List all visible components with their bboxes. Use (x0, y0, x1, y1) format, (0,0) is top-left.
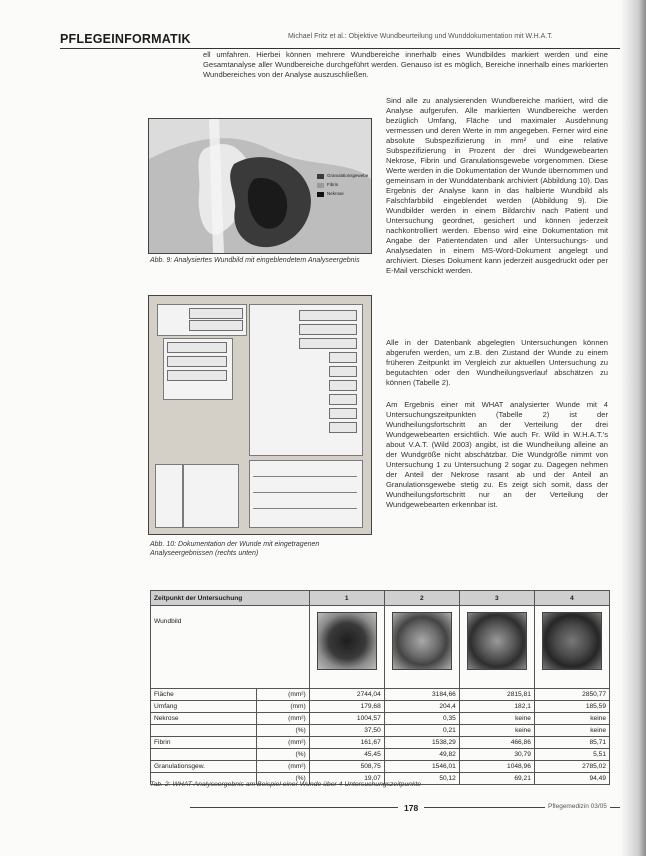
table-cell: keine (459, 713, 534, 725)
table-row (151, 701, 610, 713)
table-cell: 1546,01 (384, 761, 459, 773)
figure-9-caption: Abb. 9: Analysiertes Wundbild mit eingeblendetem Analyseergebnis (150, 257, 360, 264)
table-cell: 3184,66 (384, 689, 459, 701)
app-field (299, 338, 357, 349)
table-2-caption: Tab. 2: WHAT-Analyseergebnis am Beispiel einer Wunde über 4 Untersuchungszeitpunkte (150, 781, 422, 788)
table-row (151, 737, 610, 749)
wound-software-window (149, 296, 371, 534)
table-cell: 45,45 (309, 749, 384, 761)
app-divider (253, 508, 357, 509)
app-field (189, 308, 243, 319)
table-cell: 204,4 (384, 701, 459, 713)
table-cell: 69,21 (459, 773, 534, 785)
app-divider (253, 492, 357, 493)
article-right-column-lower (386, 338, 608, 520)
row-unit: (mm²) (257, 689, 310, 701)
table-cell: 19,07 (309, 773, 384, 785)
row-unit: (mm²) (257, 737, 310, 749)
intro-text: ell umfahren. Hierbei können mehrere Wundbereiche innerhalb eines Wundbildes markiert werden und eine Gesamtanalyse aller Wundbereiche durchgeführt werden. Genauso ist es möglich, Bereiche innerhalb eines markierten Wundbereiches von der Analyse auszuschließen. (203, 50, 608, 79)
table-cell: 50,12 (384, 773, 459, 785)
header-rule (60, 48, 620, 49)
app-field (329, 394, 357, 405)
article-right-column (386, 96, 608, 286)
app-divider (253, 476, 357, 477)
app-field (189, 320, 243, 331)
app-list-row (167, 356, 227, 367)
legend-swatch-fibrin (317, 183, 324, 188)
wound-thumbnail-2 (392, 612, 452, 670)
wound-thumbnail-cell (459, 606, 534, 689)
table-cell: 37,50 (309, 725, 384, 737)
figure-10-caption: Abb. 10: Dokumentation der Wunde mit eingetragenen Analyseergebnissen (rechts unten) (150, 541, 320, 557)
table-row (151, 749, 610, 761)
page-edge-shadow (620, 0, 646, 856)
right-paragraph-1: Sind alle zu analysierenden Wundbereiche markiert, wird die Analyse aufgerufen. Alle markierten Wundbereiche werden bezüglich Umfang, Fläche und maximaler Ausdehnung vermessen und deren Werte in mm angegeben. Ferner wird eine absolute Subspezifizierung in mm² und eine relative Subspezifizierung in Prozent der drei Wundgewebearten Nekrose, Fibrin und Granulationsgewebe vorgenommen. Diese Werte werden in die Dokumentation der Wunde übernommen und gemeinsam in der Wunddatenbank archiviert (Abbildung 10). Das Ergebnis der Analyse kann in das halbierte Wundbild als Falschfarbbild eingeblendet werden (Abbildung 9). Die Wundbilder werden in einem Bildarchiv nach Patient und Untersuchung geordnet, gesichert und können jederzeit nachkontrolliert werden. Ebenso wird eine Dokumentation mit Angabe der Patientendaten und aller Untersuchungs- und Analysedaten in einem MS-Word-Dokument angelegt und archiviert. Dieses Dokument kann jederzeit ausgedruckt oder per E-Mail verschickt werden. (386, 96, 608, 275)
what-results-table (150, 590, 610, 785)
app-field (329, 352, 357, 363)
right-paragraph-2: Alle in der Datenbank abgelegten Untersuchungen können abgerufen werden, um z.B. den Zustand der Wunde zu einem früheren Zeitpunkt im Vergleich zur aktuellen Untersuchung zu begutachten oder den Wundheilungsverlauf abschätzen zu können (Tabelle 2). (386, 338, 608, 387)
table-column-3: 3 (459, 591, 534, 606)
app-field (329, 380, 357, 391)
table-cell: 466,86 (459, 737, 534, 749)
table-cell: 2744,04 (309, 689, 384, 701)
row-unit: (mm) (257, 701, 310, 713)
row-label: Granulationsgew. (151, 761, 257, 773)
app-field (329, 408, 357, 419)
table-cell: 2850,77 (534, 689, 609, 701)
row-label: Fibrin (151, 737, 257, 749)
table-cell: 30,79 (459, 749, 534, 761)
table-cell: 2815,81 (459, 689, 534, 701)
row-label: Nekrose (151, 713, 257, 725)
row-label: Umfang (151, 701, 257, 713)
table-row (151, 725, 610, 737)
wound-image-panel-center (183, 464, 239, 528)
app-field (329, 422, 357, 433)
legend-label-necrosis: Nekrose (327, 191, 344, 196)
table-column-4: 4 (534, 591, 609, 606)
table-column-1: 1 (309, 591, 384, 606)
figure-10-documentation-screenshot (148, 295, 372, 535)
row-label (151, 725, 257, 737)
page-number: 178 (398, 803, 424, 813)
wound-thumbnail-3 (467, 612, 527, 670)
table-column-2: 2 (384, 591, 459, 606)
app-list-row (167, 370, 227, 381)
table-cell: 161,67 (309, 737, 384, 749)
table-row (151, 713, 610, 725)
row-unit: (%) (257, 749, 310, 761)
journal-issue: Pflegemedizin 03/05 (545, 803, 610, 810)
article-intro-paragraph (203, 50, 608, 90)
row-unit: (%) (257, 725, 310, 737)
wound-thumbnail-1 (317, 612, 377, 670)
table-cell: 2785,02 (534, 761, 609, 773)
right-paragraph-3: Am Ergebnis einer mit WHAT analysierter Wunde mit 4 Untersuchungszeitpunkten (Tabelle 2) ist der Wundheilungsfortschritt an der Verteilung der drei Wundgewebearten ersichtlich. Wie auch Fr. Wild in W.H.A.T.'s about V.A.T. (Wild 2003) angibt, ist die Wundheilung alleine an der Wundgröße nicht abschätzbar. Die Wundgröße nimmt von Untersuchung 1 zu Untersuchung 2 sogar zu. Dagegen nehmen der Anteil der Nekrose rasant ab und der Anteil an Granulationsgewebe stetig zu. Es zeigt sich somit, dass der Wundheilungsfortschritt nur an der Verteilung der Wundgewebearten erkennbar ist. (386, 400, 608, 509)
table-cell: keine (534, 725, 609, 737)
wound-thumbnail-cell (309, 606, 384, 689)
table-cell: 1004,57 (309, 713, 384, 725)
table-cell: 508,75 (309, 761, 384, 773)
app-field (299, 324, 357, 335)
table-cell: 5,51 (534, 749, 609, 761)
app-field (329, 366, 357, 377)
legend-label-fibrin: Fibrin (327, 182, 339, 187)
analysis-results-panel (249, 460, 363, 528)
legend-label-granulation: Granulationsgewebe (327, 173, 369, 178)
table-cell: 0,21 (384, 725, 459, 737)
figure-9-wound-image (148, 118, 372, 254)
image-row-label: Wundbild (151, 606, 310, 689)
running-head: Michael Fritz et al.: Objektive Wundbeurteilung und Wunddokumentation mit W.H.A.T. (288, 33, 553, 40)
table-body (151, 689, 610, 785)
table-row (151, 689, 610, 701)
table-cell: 85,71 (534, 737, 609, 749)
table-header-label: Zeitpunkt der Untersuchung (151, 591, 310, 606)
table-cell: 185,59 (534, 701, 609, 713)
table-cell: 1538,29 (384, 737, 459, 749)
row-unit: (mm²) (257, 713, 310, 725)
app-list-row (167, 342, 227, 353)
table-image-row (151, 606, 610, 689)
row-unit: (%) (257, 773, 310, 785)
row-label: Fläche (151, 689, 257, 701)
row-unit: (mm²) (257, 761, 310, 773)
table-cell: keine (534, 713, 609, 725)
wound-thumbnail-cell (384, 606, 459, 689)
table-cell: 179,68 (309, 701, 384, 713)
row-label (151, 749, 257, 761)
magazine-section-title: PFLEGEINFORMATIK (60, 32, 191, 46)
wound-thumbnail-cell (534, 606, 609, 689)
table-cell: 1048,96 (459, 761, 534, 773)
wound-image-panel-left (155, 464, 183, 528)
app-field (299, 310, 357, 321)
table-cell: 94,49 (534, 773, 609, 785)
table-cell: 0,35 (384, 713, 459, 725)
legend-swatch-necrosis (317, 192, 324, 197)
table-cell: 49,82 (384, 749, 459, 761)
legend-swatch-granulation (317, 174, 324, 179)
table-header-row (151, 591, 610, 606)
table-cell: keine (459, 725, 534, 737)
wound-thumbnail-4 (542, 612, 602, 670)
table-row (151, 761, 610, 773)
table-cell: 182,1 (459, 701, 534, 713)
